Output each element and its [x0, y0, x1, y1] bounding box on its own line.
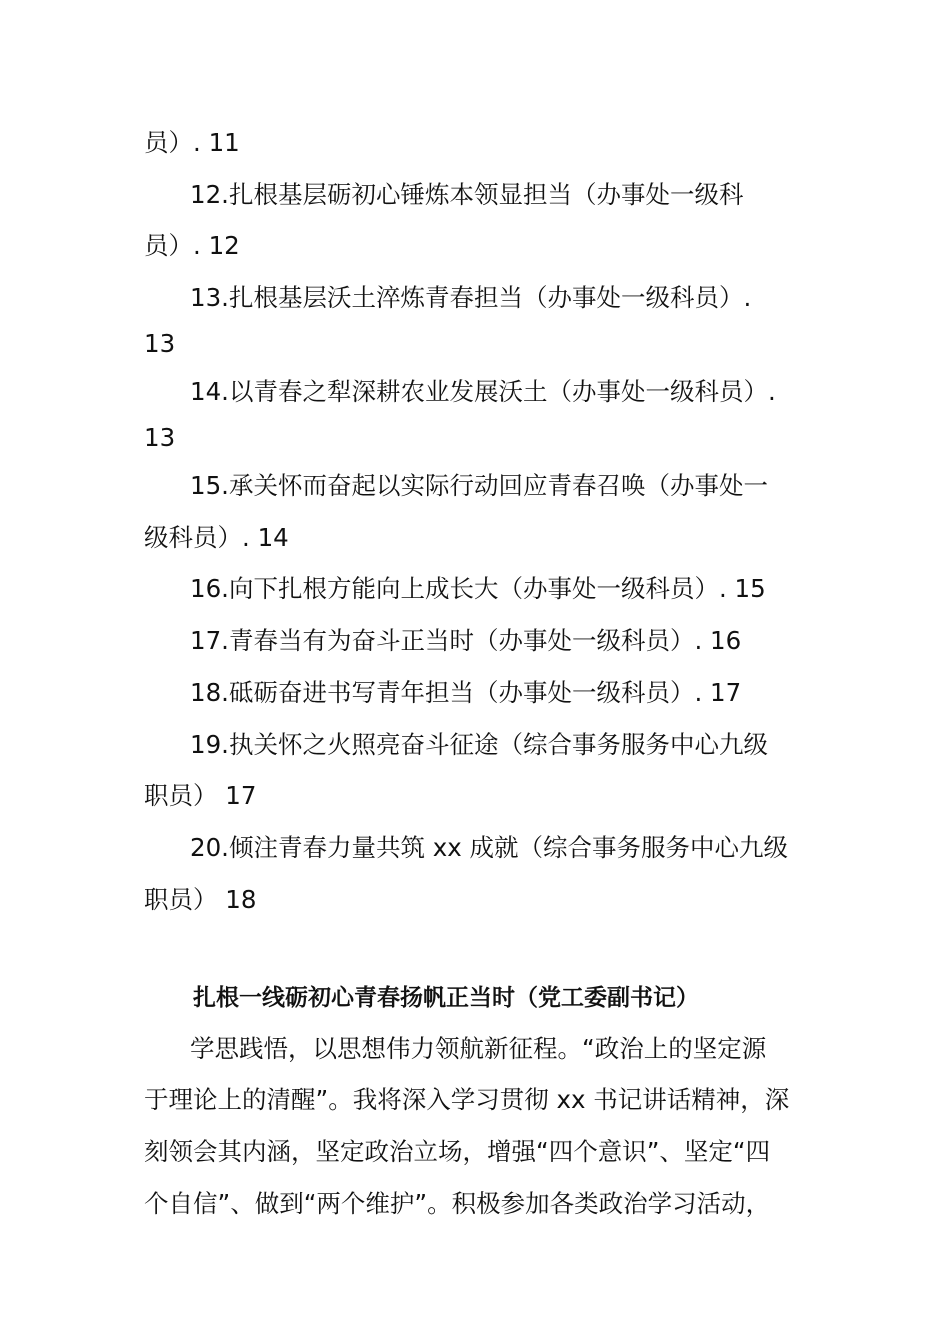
- toc-line: 19.执关怀之火照亮奋斗征途（综合事务服务中心九级: [190, 730, 768, 759]
- toc-line: 员）. 11: [144, 128, 240, 157]
- toc-line: 20.倾注青春力量共筑 xx 成就（综合事务服务中心九级: [190, 833, 789, 862]
- toc-line: 17.青春当有为奋斗正当时（办事处一级科员）. 16: [190, 626, 742, 655]
- toc-line: 职员） 17: [144, 781, 257, 810]
- toc-line: 13.扎根基层沃土淬炼青春担当（办事处一级科员）.: [190, 283, 752, 312]
- body-line: 刻领会其内涵，坚定政治立场，增强“四个意识”、坚定“四: [144, 1137, 771, 1166]
- body-line: 于理论上的清醒”。我将深入学习贯彻 xx 书记讲话精神，深: [144, 1085, 790, 1114]
- toc-line: 18.砥砺奋进书写青年担当（办事处一级科员）. 17: [190, 678, 742, 707]
- body-line: 学思践悟，以思想伟力领航新征程。“政治上的坚定源: [190, 1034, 767, 1063]
- toc-line: 员）. 12: [144, 231, 240, 260]
- toc-line: 15.承关怀而奋起以实际行动回应青春召唤（办事处一: [190, 471, 768, 500]
- toc-line: 13: [144, 329, 176, 358]
- section-title: 扎根一线砺初心青春扬帆正当时（党工委副书记）: [193, 985, 699, 1011]
- toc-line: 12.扎根基层砺初心锤炼本领显担当（办事处一级科: [190, 180, 744, 209]
- body-line: 个自信”、做到“两个维护”。积极参加各类政治学习活动，: [144, 1189, 771, 1218]
- toc-line: 职员） 18: [144, 885, 257, 914]
- toc-line: 16.向下扎根方能向上成长大（办事处一级科员）. 15: [190, 574, 766, 603]
- toc-line: 14.以青春之犁深耕农业发展沃土（办事处一级科员）.: [190, 377, 776, 406]
- toc-line: 级科员）. 14: [144, 523, 289, 552]
- toc-line: 13: [144, 423, 176, 452]
